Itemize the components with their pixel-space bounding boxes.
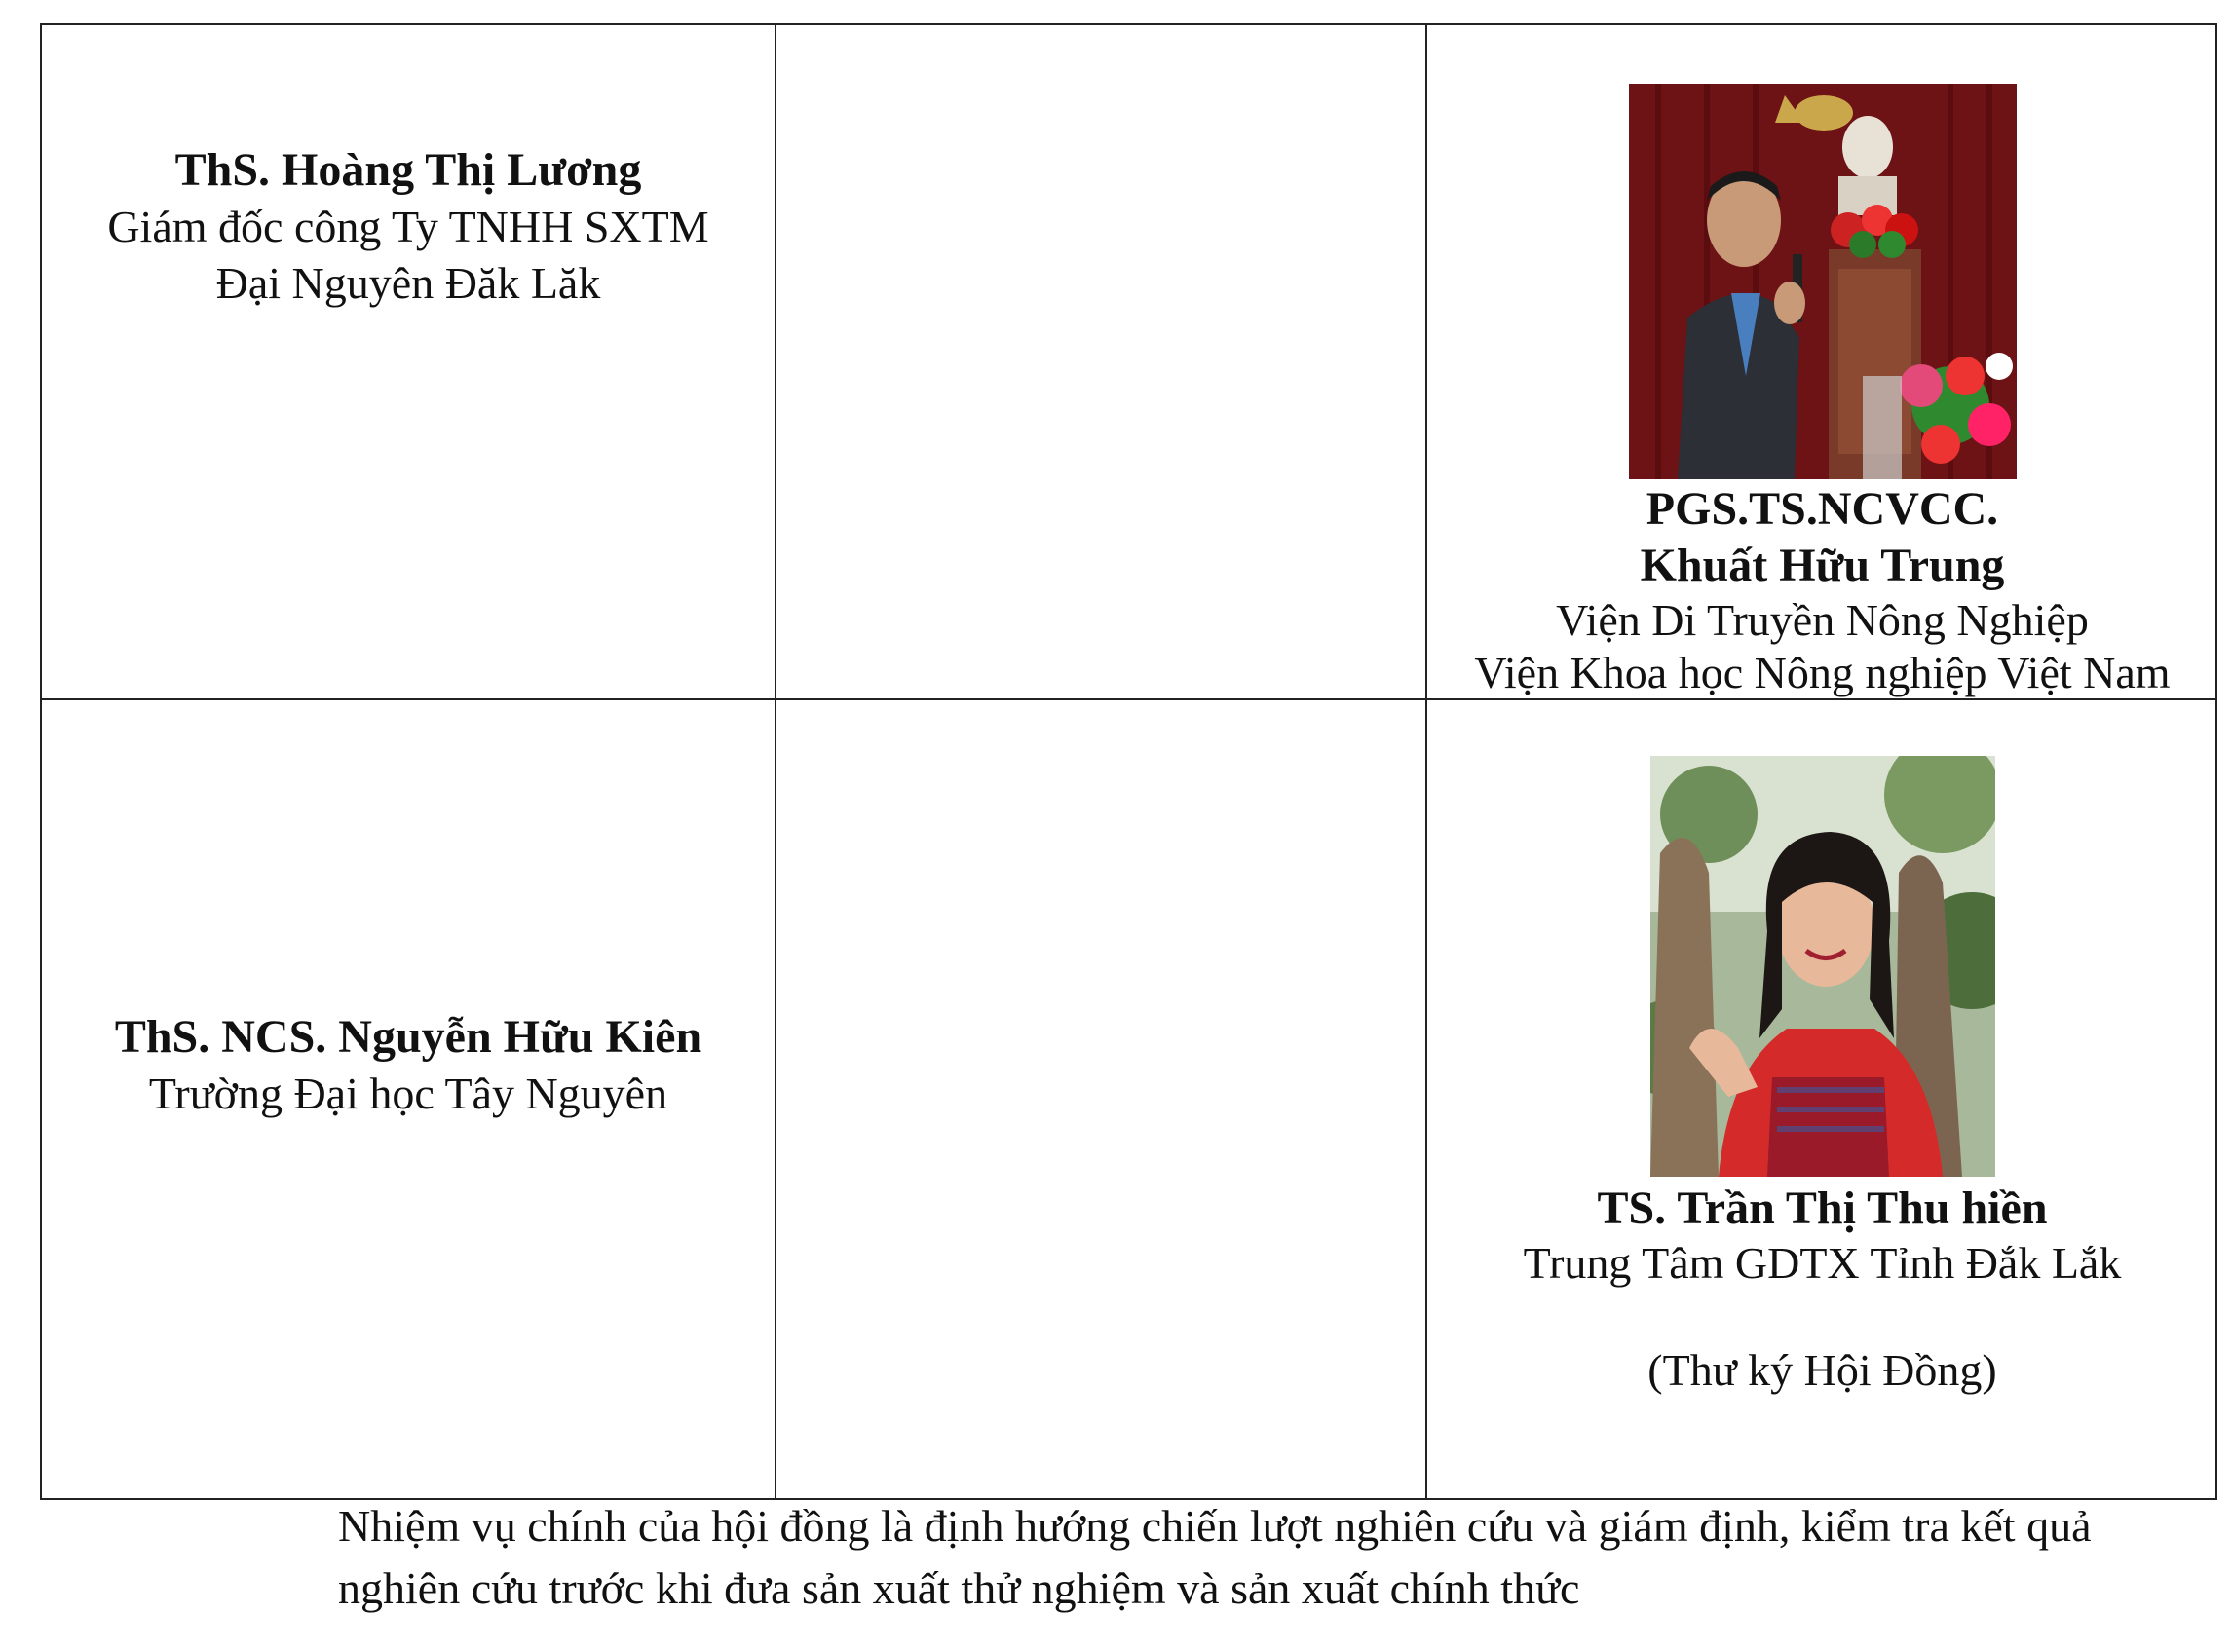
member-cell-hoang-thi-luong bbox=[42, 142, 775, 312]
member-name: ThS. Hoàng Thị Lương bbox=[174, 144, 642, 196]
member-role: (Thư ký Hội Đồng) bbox=[1647, 1345, 1997, 1395]
member-title: PGS.TS.NCVCC. bbox=[1646, 483, 1999, 535]
member-affiliation: Giám đốc công Ty TNHH SXTM bbox=[107, 202, 709, 251]
council-mission-text: Nhiệm vụ chính của hội đồng là định hướng chiến lượt nghiên cứu và giám định, kiểm tra kết quả nghiên cứu trước khi đưa sản xuất thử nghiệm và sản xuất chính thức bbox=[338, 1501, 2092, 1613]
member-name: Khuất Hữu Trung bbox=[1640, 540, 2005, 591]
member-affiliation: Đại Nguyên Đăk Lăk bbox=[215, 258, 601, 308]
column-divider bbox=[775, 25, 776, 1498]
member-photo bbox=[1650, 756, 1995, 1177]
member-affiliation: Viện Khoa học Nông nghiệp Việt Nam bbox=[1474, 648, 2171, 697]
member-cell-nguyen-huu-kien bbox=[42, 1009, 775, 1122]
member-name: TS. Trần Thị Thu hiền bbox=[1597, 1183, 2048, 1234]
member-cell-tran-thi-thu-hien bbox=[1427, 756, 2217, 1399]
member-cell-khuat-huu-trung bbox=[1427, 84, 2217, 699]
members-table bbox=[40, 23, 2217, 1500]
member-affiliation: Viện Di Truyền Nông Nghiệp bbox=[1556, 595, 2089, 645]
member-name: ThS. NCS. Nguyễn Hữu Kiên bbox=[114, 1011, 702, 1063]
member-affiliation: Trường Đại học Tây Nguyên bbox=[148, 1069, 668, 1118]
member-affiliation: Trung Tâm GDTX Tỉnh Đắk Lắk bbox=[1523, 1238, 2122, 1288]
member-photo bbox=[1629, 84, 2017, 479]
